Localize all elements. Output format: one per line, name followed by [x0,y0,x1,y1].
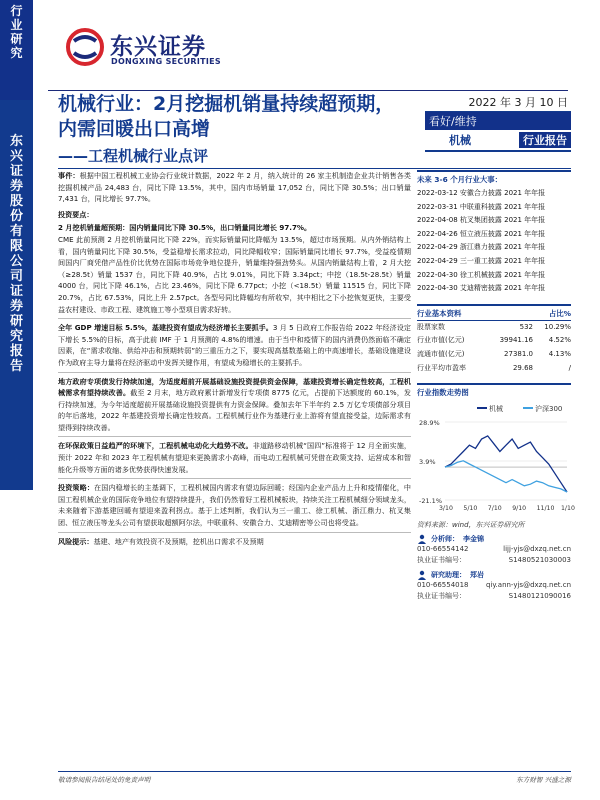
table-row [417,348,571,362]
footer-slogan: 东方财智 兴盛之源 [516,776,571,784]
point-4-lead: 在环保政策日益趋严的环境下，工程机械电动化大趋势不改。 [58,441,253,451]
risk-label: 风险提示： [58,536,94,546]
header-rule [48,90,568,91]
sidebar-org-text: 东 兴 证 券 股 份 有 限 公 司 证 券 研 究 报 告 [9,134,23,374]
analyst-2-contact [417,580,571,591]
analyst-2-email[interactable]: qiy.ann-yjs@dxzq.net.cn [486,580,571,589]
point-3 [58,376,411,434]
basics-key: 行业市值(亿元) [417,336,465,345]
analyst-block-1 [417,534,571,567]
analyst-1-email[interactable]: lijj-yjs@dxzq.net.cn [503,545,571,554]
table-row [417,334,571,348]
point-3-text: 截至 2 月末，地方政府累计新增发行专项债 8775 亿元，占提前下达额度的 60.1%，发行持续加速，为今年适度超前开展基础设施投资提供有力资金保障。叠加去年下半年约 2.5 万亿专项债部分项目的年后落地，2022 年基建投资增长确定性较高。工程机械行业作为基建行业上游将有望直接受益，边际需求有望得到持续改善。 [58,388,412,432]
analyst-1-cert [417,555,571,566]
analyst-1-phone: 010-66554142 [417,545,469,554]
analyst-2-phone: 010-66554018 [417,580,469,589]
point-3-lead: 地方政府专项债发行持续加速，为适度超前开展基础设施投资提供资金保障，基建投资增长确定性较高，工程机械需求有望持续改善。 [58,376,411,398]
company-logo [66,24,226,72]
analyst-block-2 [417,570,571,603]
point-1-text: CME 此前预测 2 月挖机销量同比下降 22%，而实际销量同比降幅为 13.5%，超过市场预期。从内外销结构上看，国内销量同比下降 30.5%，受益稳增长需求拉动，同比降幅收窄；国际销量同比增长 97.7%，受益疫情期间国内厂商凭借产品性价比优势在国际市场竞争地位提升，销量维持强劲势头。从国内销量结构上看，2 月大挖（≥28.5t）销量 1537 台，同比下降 40.9%，占比 9.01%，同比下降 3.34pct；中挖（18.5t-28.5t）销量 4000 台，同比下降 46.1%，占比 23.46%，同比下降 6.77pct；小挖（<18.5t）销量 11515 台，同比下降 20.7%，占比 67.53%，同比上升 2.57pct。各型号同比降幅均有所收窄，其中相比之下小挖恢复更快，主要受益农村建设、市政工程、建筑施工等小型项目需求好转。 [58,234,411,314]
basics-value: 532 [519,322,533,331]
page-footer [58,771,571,784]
basics-pct: / [568,363,571,372]
strategy-text: 在国内稳增长的主基调下，工程机械国内需求有望边际回暖；经国内企业产品力上升和疫情催化，中国工程机械企业的国际竞争地位有望持续提升，我们仍然看好工程机械板块，持续关注工程机械细分领域龙头，未来随着下游基建回暖有望迎来盈利拐点。基于上述判断，我们认为三一重工、徐工机械、浙江鼎力、杭叉集团、恒立液压等龙头公司有望获取超额阿尔法，中联重科、安徽合力、艾迪精密等公司也将受益。 [58,483,412,528]
person-icon [417,534,427,544]
table-row [417,321,571,335]
events-title: 未来 3-6 个月行业大事： [417,170,571,185]
chart-title: 行业指数走势图 [417,383,571,398]
logo-cn-text: 东兴证券 [110,34,206,60]
event-item: 2022-04-30 徐工机械披露 2021 年年报 [417,270,546,279]
analyst-1-name: 李金锦 [463,535,484,544]
point-4 [58,440,411,475]
analyst-1-contact [417,544,571,555]
point-2-text: 3 月 5 日政府工作报告给 2022 年经济设定下增长 5.5%的目标，高于此前 IMF 于 1 月预测的 4.8%的增速。由于当中和疫情下的国内消费仍然面临不确定因素，在“需求收缩、供给冲击和预期转弱”的三重压力之下，要实现高基数基础上的中高速增长，基础设施建设作为政府主导力量将在经济驱动中发挥关键作用，有望成为稳增长的主要抓手。 [58,323,411,367]
report-title: 机械行业：2月挖掘机销量持续超预期，内需回暖出口高增 [58,93,395,140]
report-date: 2022 年 3 月 10 日 [425,92,571,112]
analyst-2-cert-no: S1480121090016 [508,592,571,601]
x-tick-label: 3/10 [439,505,453,513]
table-row [417,362,571,376]
title-divider [58,168,571,169]
strategy-label: 投资策略： [58,483,95,493]
basics-title: 行业基本资料 [417,308,462,318]
event-label: 事件： [58,171,80,180]
report-rating: 看好/维持 [425,112,571,130]
analyst-2-cert-label: 执业证书编号： [417,592,466,601]
view-label: 投资要点： [58,209,94,219]
x-tick-label: 9/10 [512,505,527,513]
report-meta [425,92,571,152]
logo-en-text: DONGXING SECURITIES [111,57,221,66]
risk-text: 基建、地产有效投资不及预期，挖机出口需求不及预期 [93,536,264,546]
basics-pct: 4.13% [548,349,571,358]
event-paragraph [58,170,411,205]
separator [58,478,411,479]
point-1-lead: 2 月挖机销量超预期：国内销量同比下降 30.5%，出口销量同比增长 97.7%。 [58,223,312,233]
main-column [58,170,411,549]
x-tick-label: 7/10 [487,505,502,513]
x-tick-label: 1/10 [561,505,575,513]
sidebar [0,0,33,800]
x-tick-label: 11/10 [536,505,555,513]
footer-disclaimer: 敬请参阅报告结尾处的免责声明 [58,776,151,784]
basics-header [417,304,571,321]
analyst-2-role: 研究助理： [431,570,466,579]
legend-label: 机械 [489,405,503,414]
basics-pct: 10.29% [544,322,571,331]
event-item: 2022-04-29 浙江鼎力披露 2021 年年报 [417,243,546,252]
separator [58,318,411,319]
event-item: 2022-04-30 艾迪精密披露 2021 年年报 [417,284,546,293]
event-item: 2022-04-08 杭叉集团披露 2021 年年报 [417,216,546,225]
basics-value: 39941.16 [499,336,533,345]
logo-mark-icon [66,28,104,66]
analyst-1-name-row [417,534,571,544]
analyst-1-role: 分析师： [431,535,459,544]
report-type: 行业报告 [519,132,571,148]
event-item: 2022-04-26 恒立液压披露 2021 年年报 [417,229,546,238]
report-subtitle: ——工程机械行业点评 [58,147,209,165]
analyst-1-cert-no: S1480521030003 [508,556,571,565]
x-tick-label: 5/10 [463,505,478,513]
basics-key: 股票家数 [417,322,445,331]
event-text: 根据中国工程机械工业协会行业统计数据，2022 年 2 月，纳入统计的 26 家主机制造企业共计销售各类挖掘机械产品 24,483 台，同比下降 13.5%，其中，国内市场销量 17,052 台，同比下降 30.5%；出口销量 7,431 台，同比增长 97.7%。 [58,171,411,204]
event-item: 2022-03-12 安徽合力披露 2021 年年报 [417,189,546,197]
event-item: 2022-03-31 中联重科披露 2021 年年报 [417,202,546,211]
report-tags [425,130,571,152]
y-tick-label: 3.9% [419,458,436,467]
right-column [417,170,575,602]
index-chart [417,400,575,518]
series-line [445,436,567,492]
basics-table [417,304,571,375]
sidebar-org [0,100,33,490]
events-list [417,187,571,296]
index-chart-block [417,383,575,531]
event-item: 2022-04-29 三一重工披露 2021 年年报 [417,256,546,265]
point-1 [58,222,411,315]
index-chart-svg [417,400,575,518]
y-tick-label: -21.1% [419,497,442,506]
analyst-2-name: 郑岩 [470,570,484,579]
basics-value: 27381.0 [504,349,533,358]
analyst-2-cert [417,591,571,602]
y-tick-label: 28.9% [419,419,440,428]
basics-pct-label: 占比% [548,308,571,318]
separator [58,532,411,533]
person-icon [417,570,427,580]
point-4-text: 非道路移动机械“国四”标准将于 12 月全面实施，预计 2022 年和 2023 年工程机械有望迎来更换需求小高峰，而电动工程机械可凭借在政策支持、运营成本和智能化升级等方面的诸多优势获得快速发展。 [58,441,412,474]
series-line [445,461,567,492]
strategy-paragraph [58,482,411,528]
chart-source: 资料来源：wind，东兴证券研究所 [417,521,525,530]
risk-paragraph [58,536,411,548]
point-2-lead: 全年 GDP 增速目标 5.5%，基建投资有望成为经济增长主要抓手。 [58,323,273,333]
sidebar-category [0,0,33,100]
basics-key: 行业平均市盈率 [417,363,466,372]
report-sector: 机械 [449,134,471,147]
point-2 [58,322,411,368]
legend-label: 沪深300 [535,405,563,414]
basics-pct: 4.52% [548,336,571,345]
separator [58,436,411,437]
analyst-1-cert-label: 执业证书编号： [417,556,466,565]
basics-key: 流通市值(亿元) [417,349,465,358]
analyst-2-name-row [417,570,571,580]
separator [58,372,411,373]
sidebar-category-text: 行 业 研 究 [10,4,23,60]
basics-value: 29.68 [512,363,533,372]
